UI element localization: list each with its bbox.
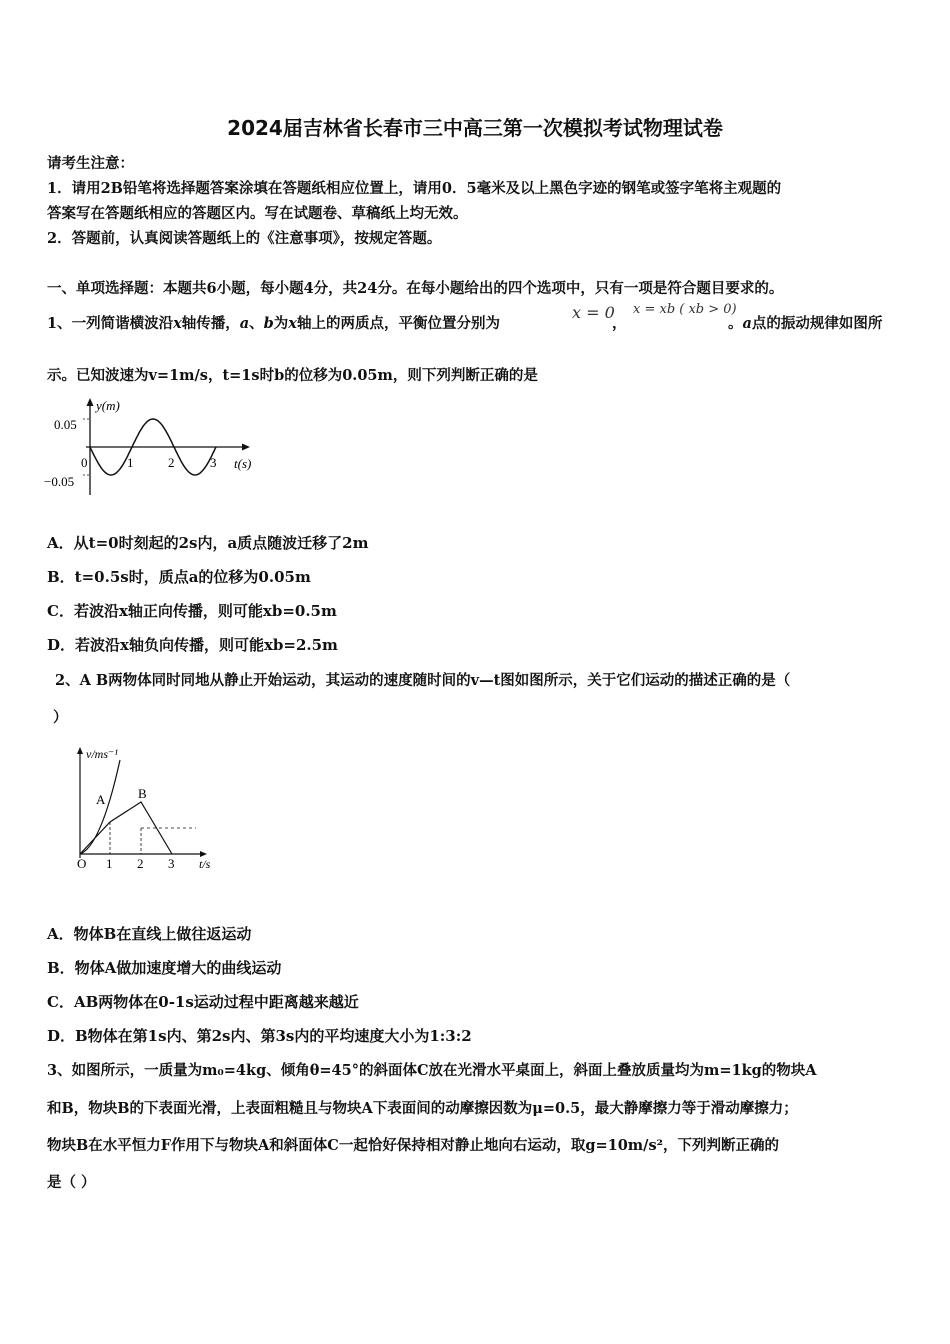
q1-option-c[interactable]: C．若波沿x轴正向传播，则可能xb=0.5m [47,602,337,620]
page-title: 2024届吉林省长春市三中高三第一次模拟考试物理试卷 [227,116,723,140]
q1-var-a: a [239,315,250,332]
q3-line-1: 3、如图所示，一质量为m₀=4kg、倾角θ=45°的斜面体C放在光滑水平桌面上，斜面上叠放质量均为m=1kg的物块A [47,1062,817,1079]
q3-line-2: 和B，物块B的下表面光滑，上表面粗糙且与物块A下表面间的动摩擦因数为μ=0.5，最大静摩擦力等于滑动摩擦力； [47,1100,798,1117]
q1-text: 、 [249,315,264,332]
q2-option-a[interactable]: A．物体B在直线上做往返运动 [47,925,252,943]
q1-line-2: 示。已知波速为v=1m/s，t=1s时b的位移为0.05m，则下列判断正确的是 [47,367,538,384]
section-heading: 一、单项选择题：本题共6小题，每小题4分，共24分。在每小题给出的四个选项中，只有一项是符合题目要求的。 [47,280,784,297]
x-tick-0: 0 [81,455,88,470]
x-tick-2: 2 [168,455,175,470]
x-axis-label: t(s) [234,456,252,471]
x-tick-3: 3 [168,856,175,871]
q1-option-a[interactable]: A．从t=0时刻起的2s内，a质点随波迁移了2m [47,534,369,552]
q1-option-b[interactable]: B．t=0.5s时，质点a的位移为0.05m [47,568,311,586]
y-tick-neg: −0.05 [44,474,75,489]
notice-line-1: 1．请用2B铅笔将选择题答案涂填在答题纸相应位置上，请用0．5毫米及以上黑色字迹的钢笔或签字笔将主观题的 [47,180,782,197]
q1-line-1 [47,312,500,333]
q1-text: 1、一列简谐横波沿 [47,315,174,332]
x-tick-1: 1 [106,856,113,871]
q1-var-x: x [173,315,182,332]
x-axis-label: t/s [199,857,211,871]
q1-math-xb: x = xb ( xb > 0) [633,302,737,317]
q2-line-1: 2、A B两物体同时同地从静止开始运动，其运动的速度随时间的v—t图如图所示，关于它们运动的描述正确的是（ [55,672,791,689]
x-axis-arrow [242,444,250,451]
label-b: B [138,786,147,801]
y-tick-pos: 0.05 [54,417,77,432]
line-b [80,802,172,854]
q2-option-d[interactable]: D．B物体在第1s内、第2s内、第3s内的平均速度大小为1:3:2 [47,1027,472,1045]
y-axis-arrow [87,398,94,406]
x-tick-1: 1 [127,455,134,470]
q1-text: 轴传播， [181,315,240,332]
q1-option-d[interactable]: D．若波沿x轴负向传播，则可能xb=2.5m [47,636,338,654]
q1-graph [40,395,270,505]
q1-var-a: a [742,315,752,332]
q2-line-2: ） [53,709,68,726]
q2-option-b[interactable]: B．物体A做加速度增大的曲线运动 [47,959,282,977]
q1-var-x: x [288,315,297,332]
notice-line-1-cont: 答案写在答题纸相应的答题区内。写在试题卷、草稿纸上均无效。 [47,205,468,222]
q1-text: 。 [728,315,743,332]
q1-line-1-end [728,312,882,333]
notice-heading: 请考生注意： [47,155,134,172]
q1-text: 轴上的两质点，平衡位置分别为 [296,315,500,332]
q3-line-3: 物块B在水平恒力F作用下与物块A和斜面体C一起恰好保持相对静止地向右运动，取g=10m/s²，下列判断正确的 [47,1137,779,1154]
q1-var-b: b [263,315,274,332]
x-tick-2: 2 [137,856,144,871]
notice-line-2: 2．答题前，认真阅读答题纸上的《注意事项》，按规定答题。 [47,230,442,247]
y-axis-arrow [77,747,83,754]
y-axis-label: y(m) [96,398,120,413]
q1-text: 点的振动规律如图所 [751,315,883,332]
label-a: A [96,792,106,807]
curve-a [80,760,120,854]
x-tick-3: 3 [210,455,217,470]
q2-option-c[interactable]: C．AB两物体在0-1s运动过程中距离越来越近 [47,993,359,1011]
y-axis-label: v/ms⁻¹ [86,747,118,761]
q1-text: 为 [273,315,289,332]
q2-graph [68,742,228,872]
q3-line-4: 是（ ） [47,1174,96,1191]
x-tick-0: O [77,856,87,871]
q1-comma: ， [612,315,627,332]
q1-math-x0: x = 0 [572,303,615,322]
